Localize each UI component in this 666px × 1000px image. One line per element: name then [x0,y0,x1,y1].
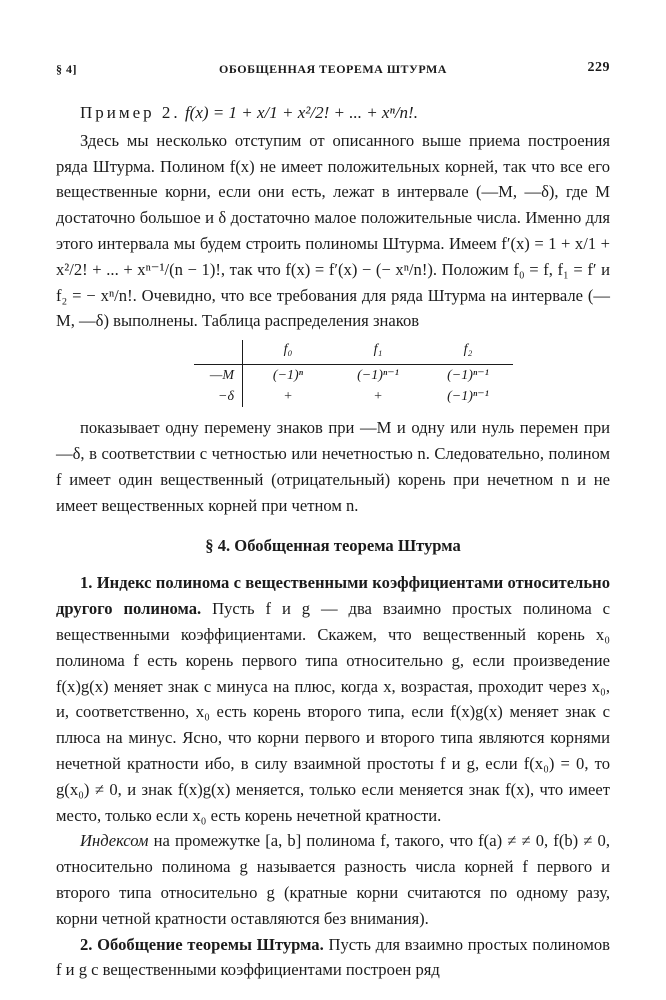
subsection-1-title: 1. Индекс полинома с вещественными коэффициентами относительно другого полинома. [56,573,610,619]
sign-table-row [194,365,513,387]
sign-table-cell: (−1)ⁿ⁻¹ [447,389,489,405]
sign-table-cell: + [373,388,383,404]
paragraph-sturm-construction: Здесь мы несколько отступим от описанного выше приема построения ряда Штурма. Полином f(x) не имеет положительных корней, так что все его вещественные корни, если они есть, лежат в интервале (—M, —δ), где M достаточно большое и δ достаточно малое положительные числа. Именно для этого интервала мы будем строить полиномы Штурма. Имеем f′(x) = 1 + x/1 + x²/2! + ... + xⁿ⁻¹/(n − 1)!, так что f(x) = f′(x) − (− xⁿ/n!). Положим f₀ = f, f₁ = f′ и f₂ = − xⁿ/n!. Очевидно, что все требования для ряда Штурма на интервале (—M, —δ) выполнены. Таблица распределения знаков [56,130,610,331]
subsection-1-paragraph [56,570,610,828]
example-formula: f(x) = 1 + x/1 + x²/2! + ... + xⁿ/n!. [184,103,418,122]
sign-table-cell: (−1)ⁿ⁻¹ [357,368,399,384]
sign-table-cell: —M [194,365,243,387]
subsection-1-text: Пусть f и g — два взаимно простых полинома с вещественными коэффициентами. Скажем, что вещественный корень x₀ полинома f есть корень первого типа относительно g, если произведение f(x)g(x) меняет знак с минуса на плюс, когда x, возрастая, проходит через x₀, и, соответственно, x₀ есть корень второго типа, если f(x)g(x) меняет знак с плюса на минус. Ясно, что корни первого и второго типа являются корнями нечетной кратности ибо, в силу взаимной простоты f и g, если f(x₀) = 0, то g(x₀) ≠ 0, и знак f(x)g(x) меняется, только если меняется знак f(x), что имеет место, только если x₀ есть корень нечетной кратности. [56,599,610,825]
sign-table-wrapper [56,340,610,407]
subsection-2-paragraph [56,932,610,984]
sign-table-cell: + [283,388,293,404]
subsection-2-text: Пусть для взаимно простых полиномов f и g с вещественными коэффициентами построен ряд [56,934,611,980]
index-definition-text: на промежутке [a, b] полинома f, такого, что f(a) ≠ ≠ 0, f(b) ≠ 0, относительно полинома g называется разность числа корней f первого и второго типа относительно g (кратные корни считаются по одному разу, корни четной кратности оставляются без внимания). [56,831,610,928]
sign-table-header-row [194,340,513,365]
example-label: Пример 2. [80,103,181,122]
page-body [56,100,610,983]
subsection-2-title: 2. Обобщение теоремы Штурма. [80,934,324,954]
sign-table [194,340,513,407]
sign-table-row [194,386,513,407]
index-definition-paragraph [56,828,610,931]
running-header [56,58,610,82]
section-heading: § 4. Обобщенная теорема Штурма [205,536,461,556]
page-number: 229 [587,60,610,75]
sign-table-header-cell: f₁ [333,340,423,365]
index-term: Индексом [80,831,149,851]
sign-table-header-cell: f₂ [423,340,513,365]
header-section-ref: § 4] [56,62,77,76]
header-title: ОБОБЩЕННАЯ ТЕОРЕМА ШТУРМА [219,62,447,76]
paragraph-sign-changes: показывает одну перемену знаков при —M и одну или нуль перемен при —δ, в соответствии с четностью или нечетностью n. Следовательно, полином f имеет один вещественный (отрицательный) корень при нечетном n и не имеет вещественных корней при четном n. [56,418,610,515]
sign-table-cell: (−1)ⁿ [272,367,304,383]
sign-table-header-cell: f₀ [243,340,334,365]
sign-table-header-cell [194,340,243,365]
sign-table-cell: (−1)ⁿ⁻¹ [447,368,489,384]
example-heading [56,100,610,126]
sign-table-cell: −δ [194,386,243,407]
